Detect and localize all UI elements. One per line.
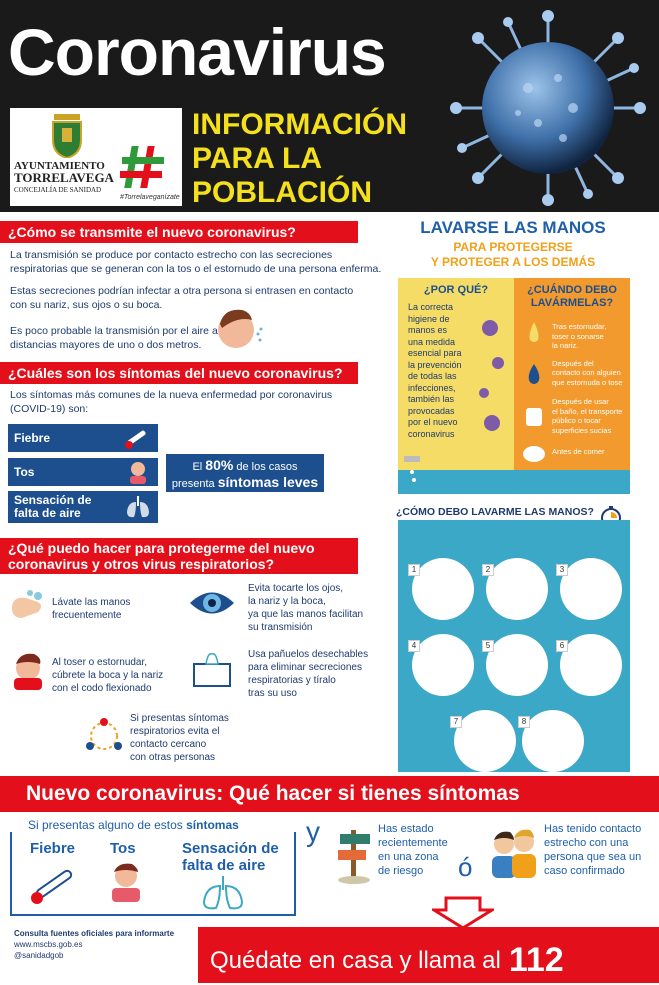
protect-heading: ¿Qué puedo hacer para protegerme del nuevo coronavirus y otros virus respiratorios? [0,538,358,574]
tissue-box-icon [192,650,232,688]
logo-line-3: CONCEJALÍA DE SANIDAD [14,186,102,194]
and-connector: y [306,816,320,847]
transmission-paragraph-3: Es poco probable la transmisión por el aire a distancias mayores de uno o dos metros. [10,325,218,351]
transmission-paragraph-2: Estas secreciones podrían infectar a otra persona si entrasen en contacto con su nariz, sus ojos o su boca. [10,285,354,311]
transmission-heading: ¿Cómo se transmite el nuevo coronavirus? [0,221,358,243]
transmission-paragraph-1: La transmisión se produce por contacto estrecho con las secreciones respiratorias que se generan con la tos o el estornudo de una persona enferma. [10,249,382,275]
step-3: 3 [560,558,622,620]
symptoms-banner: Nuevo coronavirus: Qué hacer si tienes síntomas [0,776,659,812]
faucet-icon [402,454,424,490]
thermometer-icon [124,426,150,450]
header [0,0,659,212]
source-link-twitter[interactable]: @sanidadgob [14,951,64,960]
mild-cases-stat: El 80% de los casos presenta síntomas leves [166,454,324,492]
tip-avoid-contact: Si presentas síntomas respiratorios evita el contacto cercano con otras personas [130,713,229,763]
risk-zone-text: Has estado recientemente en una zona de riesgo [378,823,448,877]
virus-icon [448,8,648,208]
symptoms-heading: ¿Cuáles son los síntomas del nuevo coronavirus? [0,362,358,384]
two-people-icon [488,826,540,880]
bottom-intro: Si presentas alguno de estos síntomas [28,818,239,832]
symptom-cough: Tos [8,458,158,486]
bottom-lungs-icon [198,874,248,912]
or-connector: ó [458,852,473,882]
bottom-cough-label: Tos [110,840,136,857]
logo-line-2: TORRELAVEGA [14,170,114,185]
tip-disposable-tissues: Usa pañuelos desechables para eliminar secreciones respiratorias y tíralo tras su uso [248,649,369,699]
source-link-ministry[interactable]: www.mscbs.gob.es [14,940,83,949]
when-sneeze: Tras estornudar, toser o sonarse la nariz. [552,322,607,350]
signpost-icon [334,826,374,884]
when-icons [520,320,548,470]
tip-cover-cough: Al toser o estornudar, cúbrete la boca y la nariz con el codo flexionado [52,657,164,694]
bottom-fever-label: Fiebre [30,840,76,857]
coat-of-arms-icon [50,114,84,158]
logo-line-1: AYUNTAMIENTO [14,160,105,172]
symptom-fever: Fiebre [8,424,158,452]
step-2: 2 [486,558,548,620]
symptom-breath: Sensación de falta de aire [8,491,158,523]
down-arrow-icon [432,896,494,930]
step-6: 6 [560,634,622,696]
distance-people-icon [84,716,124,754]
handwash-subtitle: PARA PROTEGERSE Y PROTEGER A LOS DEMÁS [430,240,596,269]
confirmed-contact-text: Has tenido contacto estrecho con una persona que sea un caso confirmado [544,823,642,877]
step-5: 5 [486,634,548,696]
emergency-number: 112 [508,941,564,979]
step-8: 8 [522,710,584,772]
cough-elbow-icon [8,650,48,690]
when-eating: Antes de comer [552,447,605,456]
handwash-steps [398,520,630,772]
wash-hands-icon [8,588,48,622]
official-sources: Consulta fuentes oficiales para informarte www.mscbs.gob.es @sanidadgob [14,929,175,960]
when-bathroom: Después de usar el baño, el transporte público o tocar superficies sucias [552,397,623,435]
call-112-banner: Quédate en casa y llama al 112 [198,927,659,983]
bottom-cough-icon [106,860,146,904]
water-wave [398,470,630,494]
step-1: 1 [412,558,474,620]
step-4: 4 [412,634,474,696]
city-logo [10,108,182,206]
coughing-person-icon [126,460,150,484]
symptoms-intro: Los síntomas más comunes de la nueva enfermedad por coronavirus (COVID-19) son: [10,389,333,415]
when-contact: Después del contacto con alguien que estornuda o tose [552,358,623,387]
bottom-symptoms-box [10,832,296,916]
hashtag-logo-icon [118,144,168,190]
step-7: 7 [454,710,516,772]
germ-icons [470,318,510,438]
tip-avoid-touching: Evita tocarte los ojos, la nariz y la boca, ya que las manos facilitan su transmisión [248,583,364,633]
when-panel [514,278,630,486]
info-title: INFORMACIÓN PARA LA POBLACIÓN [192,108,407,209]
why-text: La correcta higiene de manos es una medida esencial para la prevención de todas las infecciones, también las provocadas por el nuevo coronavirus [408,302,462,439]
hashtag-text: #Torrelaveganízate [120,194,180,201]
sneezing-face-icon [214,304,264,354]
how-title: ¿CÓMO DEBO LAVARME LAS MANOS? [396,506,594,518]
when-title: ¿CUÁNDO DEBO LAVÁRMELAS? [527,284,617,309]
bottom-breath-label: Sensación de falta de aire [182,840,279,874]
bottom-thermometer-icon [28,862,78,906]
handwash-title: LAVARSE LAS MANOS [420,218,606,237]
eye-icon [188,586,236,620]
tip-wash-hands: Lávate las manos frecuentemente [52,597,131,621]
lungs-icon [124,494,152,520]
why-title: ¿POR QUÉ? [423,284,489,296]
page-title: Coronavirus [8,15,386,89]
